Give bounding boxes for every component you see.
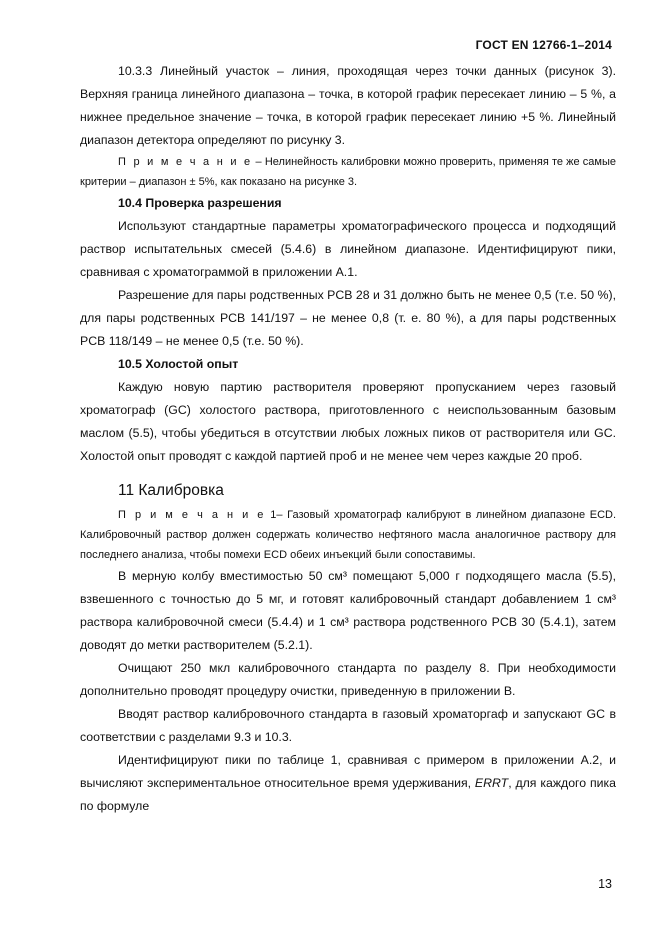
clause-11-d-end: , для каждого пика по формуле bbox=[80, 776, 616, 813]
page-number: 13 bbox=[598, 877, 612, 891]
standard-code: ГОСТ EN 12766-1–2014 bbox=[475, 38, 612, 52]
clause-11-d-text: Идентифицируют пики по таблице 1, сравнивая с примером в приложении А.2, и вычисляют экспериментальное относительное время удерживания, bbox=[80, 753, 616, 790]
heading-10-4: 10.4 Проверка разрешения bbox=[118, 196, 282, 210]
document-body bbox=[80, 60, 616, 818]
note-nonlinearity bbox=[80, 152, 616, 192]
clause-10-4-a: Используют стандартные параметры хроматографического процесса и подходящий раствор испытательных смесей (5.4.6) в линейном диапазоне. Идентифицируют пики, сравнивая с хроматограммой в приложении А.1. bbox=[80, 219, 616, 279]
heading-10-5: 10.5 Холостой опыт bbox=[118, 357, 239, 371]
heading-11: 11 Калибровка bbox=[118, 482, 224, 499]
clause-11-d bbox=[80, 749, 616, 818]
clause-11-c: Вводят раствор калибровочного стандарта в газовый хроматоргаф и запускают GC в соответствии с разделами 9.3 и 10.3. bbox=[80, 707, 616, 744]
clause-11-b: Очищают 250 мкл калибровочного стандарта по разделу 8. При необходимости дополнительно проводят процедуру очистки, приведенную в приложении В. bbox=[80, 661, 616, 698]
clause-10-4-b: Разрешение для пары родственных PCB 28 и 31 должно быть не менее 0,5 (т.е. 50 %), для пары родственных PCB 141/197 – не менее 0,8 (т. е. 80 %), а для пары родственных PCB 118/149 – не менее 0,5 (т.е. 50 %). bbox=[80, 288, 616, 348]
clause-10-3-3: 10.3.3 Линейный участок – линия, проходящая через точки данных (рисунок 3). Верхняя граница линейного диапазона – точка, в которой график пересекает линию – 5 %, а нижнее предельное значение – точка, в которой график пересекает линию +5 %. Линейный диапазон детектора определяют по рисунку 3. bbox=[80, 64, 616, 147]
note-text: – Нелинейность калибровки можно проверить, применяя те же самые критерии – диапазон ± 5%, как показано на рисунке 3. bbox=[80, 156, 617, 188]
clause-10-5: Каждую новую партию растворителя проверяют пропусканием через газовый хроматограф (GC) холостого раствора, приготовленного с неиспользованным базовым маслом (5.5), чтобы убедиться в отсутствии любых ложных пиков от растворителя или GC. Холостой опыт проводят с каждой партией проб и не менее чем через каждые 20 проб. bbox=[80, 380, 616, 463]
note-calibration bbox=[80, 505, 616, 565]
note-label: П р и м е ч а н и е bbox=[118, 509, 266, 521]
note-text: 1– Газовый хроматограф калибруют в линейном диапазоне ECD. Калибровочный раствор должен содержать количество нефтяного масла аналогичное растворy для последнего анализа, чтобы помехи ECD обеих инъекций были сопоставимы. bbox=[80, 509, 617, 561]
note-label: П р и м е ч а н и е bbox=[118, 156, 253, 168]
errt-term: ERRT bbox=[474, 776, 509, 790]
clause-11-a: В мерную колбу вместимостью 50 см³ помещают 5,000 г подходящего масла (5.5), взвешенного с точностью до 5 мг, и готовят калибровочный стандарт добавлением 1 см³ раствора калибровочной смеси (5.4.4) и 1 см³ раствора родственного PCB 30 (5.4.1), затем доводят до метки растворителем (5.2.1). bbox=[80, 569, 616, 652]
